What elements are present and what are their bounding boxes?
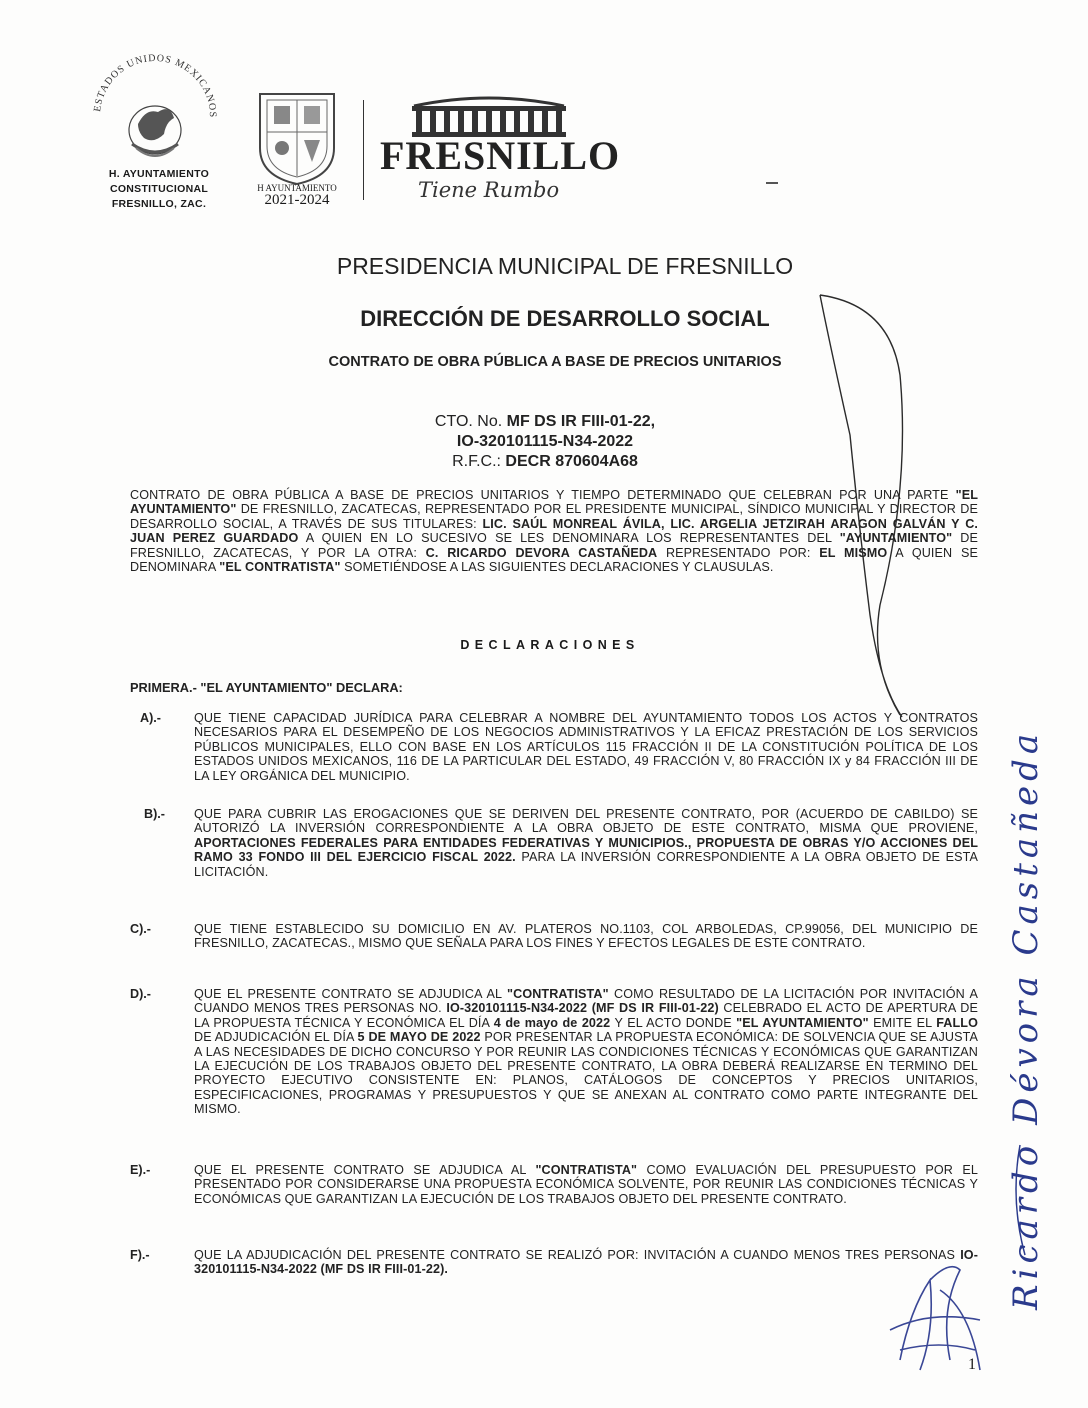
svg-text:ESTADOS UNIDOS MEXICANOS: [92, 53, 218, 118]
signature-text: Ricardo Dévora Castañeda: [1006, 728, 1046, 1310]
brand-name: FRESNILLO: [380, 133, 621, 178]
intro-bold: "EL AYUNTAMIENTO": [130, 488, 978, 517]
handwritten-loop-mark: [790, 285, 920, 725]
intro-bold: "EL CONTRATISTA": [219, 560, 341, 575]
seal2-caption: H AYUNTAMIENTO: [257, 183, 337, 193]
contrato-title: CONTRATO DE OBRA PÚBLICA A BASE DE PRECIOS UNITARIOS: [328, 354, 782, 370]
contract-number-label: CTO. No.: [434, 413, 507, 430]
item-b-label: B).-: [144, 807, 165, 821]
contract-identifiers: [330, 412, 760, 472]
brand-logo: [380, 92, 621, 212]
item-f-bold: IO-320101115-N34-2022 (MF DS IR FIII-01-22).: [194, 1248, 978, 1277]
item-d-bold: "CONTRATISTA": [507, 987, 609, 1001]
item-e-text-part: COMO EVALUACIÓN DEL PRESUPUESTO POR EL PRESENTADO POR CONSIDERARSE UNA PROPUESTA ECONÓMICA SOLVENTE, POR REUNIR LAS CONDICIONES TÉCNICAS Y ECONÓMICAS QUE GARANTIZAN LA EJECUCIÓN DE LOS TRABAJOS OBJETO DEL PRESENTE CONTRATO.: [194, 1163, 978, 1206]
item-b-text: [194, 807, 978, 879]
item-e-label: E).-: [130, 1163, 151, 1177]
intro-text: SOMETIÉNDOSE A LAS SIGUIENTES DECLARACIONES Y CLAUSULAS.: [340, 560, 774, 575]
item-d-bold: "EL AYUNTAMIENTO": [736, 1015, 869, 1030]
intro-bold: "AYUNTAMIENTO": [839, 531, 953, 546]
signature-stroke: [1000, 1140, 1040, 1260]
intro-text: DE FRESNILLO, ZACATECAS, Y POR LA OTRA:: [130, 531, 979, 560]
item-c-label: C).-: [130, 922, 151, 936]
io-number-line: [330, 432, 760, 452]
item-a-text: QUE TIENE CAPACIDAD JURÍDICA PARA CELEBRAR A NOMBRE DEL AYUNTAMIENTO TODOS LOS ACTOS Y CONTRATOS NECESARIOS PARA EL DESEMPEÑO DE LOS NEGOCIOS ADMINISTRATIVOS Y LA EFICAZ PRESTACIÓN DE LOS SERVICIOS PÚBLICOS MUNICIPALES, ELLO CON BASE EN LOS ARTÍCULOS 115 FRACCIÓN II DE LA CONSTITUCIÓN POLÍTICA DE LOS ESTADOS UNIDOS MEXICANOS, 116 DE LA PARTICULAR DEL ESTADO, 49 FRACCIÓN V, 80 FRACCIÓN IX y 84 FRACCIÓN III DE LA LEY ORGÁNICA DEL MUNICIPIO.: [194, 711, 978, 783]
contract-number: MF DS IR FIII-01-22,: [506, 413, 656, 430]
presidencia-title: PRESIDENCIA MUNICIPAL DE FRESNILLO: [336, 253, 794, 279]
item-d-text-part: QUE EL PRESENTE CONTRATO SE ADJUDICA AL: [194, 987, 508, 1001]
item-f-text: [194, 1248, 978, 1277]
rfc-label: R.F.C.:: [452, 453, 506, 470]
primera-heading: PRIMERA.- "EL AYUNTAMIENTO" DECLARA:: [130, 680, 403, 695]
item-b-text-part: QUE PARA CUBRIR LAS EROGACIONES QUE SE DERIVEN DEL PRESENTE CONTRATO, POR (ACUERDO DE CABILDO) SE AUTORIZÓ LA INVERSIÓN CORRESPONDIENTE A LA OBRA OBJETO DE ESTE CONTRATO, MISMA QUE PROVIENE,: [194, 807, 978, 836]
municipal-shield: [252, 88, 342, 188]
item-d-text: [194, 987, 978, 1117]
brand-tagline: Tiene Rumbo: [418, 178, 560, 202]
seal1-caption-line2: CONSTITUCIONAL: [109, 183, 209, 195]
intro-bold: C. RICARDO DEVORA CASTAÑEDA: [425, 545, 658, 560]
seal1-caption-line3: FRESNILLO, ZAC.: [111, 198, 207, 210]
page-number: 1: [968, 1356, 976, 1373]
contract-number-line: [330, 412, 760, 432]
declaraciones-heading: DECLARACIONES: [460, 638, 640, 652]
national-seal: [80, 52, 230, 172]
item-d-text-part: EMITE EL: [868, 1015, 937, 1030]
seal1-caption: [84, 167, 234, 212]
intro-text: A QUIEN SE DENOMINARA: [130, 545, 978, 575]
rfc-value: DECR 870604A68: [505, 453, 638, 470]
seal2-years: 2021-2024: [264, 192, 330, 208]
item-d-text-part: CELEBRADO EL ACTO DE APERTURA DE LA PROPUESTA TÉCNICA Y ECONÓMICA EL DÍA: [194, 1001, 978, 1030]
intro-text: REPRESENTADO POR:: [657, 545, 820, 560]
item-d-text-part: POR PRESENTAR LA PROPUESTA ECONÓMICA: DE SOLVENCIA QUE SE AJUSTA A LAS NECESIDADES DE DICHO CONCURSO Y POR REUNIR LAS CONDICIONES TÉCNICAS Y ECONÓMICAS QUE GARANTIZAN LA EJECUCIÓN DE LOS TRABAJOS OBJETO DEL PRESENTE CONTRATO, LA OBRA DEBERÁ REALIZARSE EN TERMINO DEL PROYECTO EJECUTIVO CONSISTENTE EN: PLANOS, CATÁLOGOS DE CONCEPTOS Y PRECIOS UNITARIOS, ESPECIFICACIONES, PROGRAMAS Y PRESUPUESTOS Y QUE SE ANEXAN AL CONTRATO COMO PARTE INTEGRANTE DEL MISMO.: [194, 1030, 978, 1117]
item-e-text-part: QUE EL PRESENTE CONTRATO SE ADJUDICA AL: [194, 1163, 536, 1177]
item-f-text-part: QUE LA ADJUDICACIÓN DEL PRESENTE CONTRATO SE REALIZÓ POR: INVITACIÓN A CUANDO MENOS TRES PERSONAS: [194, 1248, 961, 1262]
intro-bold: EL MISMO: [819, 545, 888, 560]
eagle-seal-icon: [80, 52, 230, 172]
seal-ring-text: ESTADOS UNIDOS MEXICANOS: [92, 52, 219, 119]
item-e-bold: "CONTRATISTA": [535, 1163, 638, 1177]
item-a-label: A).-: [140, 711, 161, 725]
header-divider: [363, 100, 364, 200]
intro-text: DE FRESNILLO, ZACATECAS, REPRESENTADO POR EL PRESIDENTE MUNICIPAL, SÍNDICO MUNICIPAL Y DIRECTOR DE DESARROLLO SOCIAL, A TRAVÉS DE SUS TITULARES:: [130, 502, 978, 531]
item-d-bold: 4 de mayo de 2022: [493, 1015, 611, 1030]
item-d-label: D).-: [130, 987, 151, 1001]
rfc-line: [330, 452, 760, 472]
coat-of-arms-icon: [252, 88, 342, 188]
item-d-text-part: DE ADJUDICACIÓN EL DÍA: [194, 1030, 358, 1045]
intro-text: CONTRATO DE OBRA PÚBLICA A BASE DE PRECIOS UNITARIOS Y TIEMPO DETERMINADO QUE CELEBRAN POR UNA PARTE: [130, 488, 956, 502]
item-d-bold: 5 DE MAYO DE 2022: [357, 1030, 481, 1045]
item-b-text-part: PARA LA INVERSIÓN CORRESPONDIENTE A LA OBRA OBJETO DE ESTA LICITACIÓN.: [194, 850, 979, 879]
item-d-text-part: Y EL ACTO DONDE: [610, 1015, 737, 1030]
intro-text: A QUIEN EN LO SUCESIVO SE LES DENOMINARA LOS REPRESENTANTES DEL: [298, 531, 840, 546]
item-d-bold: IO-320101115-N34-2022 (MF DS IR FIII-01-22): [446, 1001, 719, 1016]
seal1-caption-line1: H. AYUNTAMIENTO: [108, 168, 210, 180]
io-number: IO-320101115-N34-2022: [456, 433, 634, 450]
item-c-text: QUE TIENE ESTABLECIDO SU DOMICILIO EN AV. PLATEROS NO.1103, COL ARBOLEDAS, CP.99056, DEL MUNICIPIO DE FRESNILLO, ZACATECAS., MISMO QUE SEÑALA PARA LOS FINES Y EFECTOS LEGALES DE ESTE CONTRATO.: [194, 922, 978, 951]
item-d-bold: FALLO: [936, 1015, 978, 1030]
item-f-label: F).-: [130, 1248, 150, 1262]
item-b-bold: APORTACIONES FEDERALES PARA ENTIDADES FEDERATIVAS Y MUNICIPIOS., PROPUESTA DE OBRAS Y/O ACCIONES DEL RAMO 33 FONDO III DEL EJERCICIO FISCAL 2022.: [194, 835, 978, 865]
item-d-text-part: COMO RESULTADO DE LA LICITACIÓN POR INVITACIÓN A CUANDO MENOS TRES PERSONAS NO.: [194, 987, 978, 1016]
small-mark: [766, 182, 778, 184]
direccion-title: DIRECCIÓN DE DESARROLLO SOCIAL: [360, 306, 770, 331]
item-e-text: [194, 1163, 978, 1206]
intro-bold: LIC. SAÚL MONREAL ÁVILA, LIC. ARGELIA JETZIRAH ARAGON GALVÁN Y C. JUAN PEREZ GUARDADO: [130, 516, 978, 546]
